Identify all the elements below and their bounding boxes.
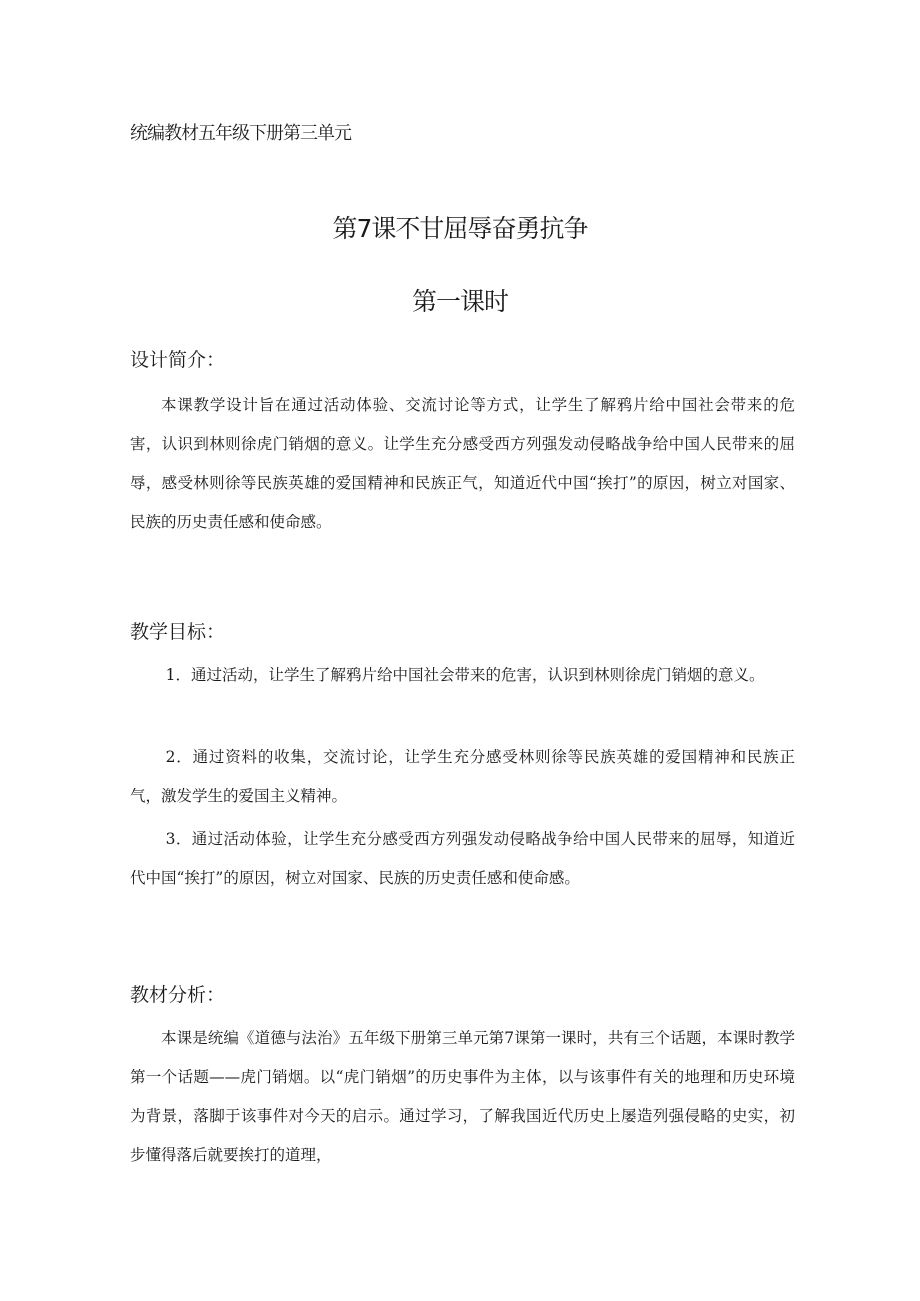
teaching-goal-item-2: 2．通过资料的收集，交流讨论，让学生充分感受林则徐等民族英雄的爱国精神和民族正气，激发学生的爱国主义精神。 <box>130 748 795 805</box>
lesson-title: 第7课不甘屈辱奋勇抗争 <box>332 214 588 243</box>
teaching-goals-heading: 教学目标： <box>130 621 226 643</box>
teaching-goal-item-1: 1．通过活动，让学生了解鸦片给中国社会带来的危害，认识到林则徐虎门销烟的意义。 <box>165 666 765 684</box>
unit-header: 统编教材五年级下册第三单元 <box>130 123 351 144</box>
design-intro-paragraph: 本课教学设计旨在通过活动体验、交流讨论等方式，让学生了解鸦片给中国社会带来的危害，认识到林则徐虎门销烟的意义。让学生充分感受西方列强发动侵略战争给中国人民带来的屈辱，感受林则徐等民族英雄的爱国精神和民族正气，知道近代中国“挨打”的原因，树立对国家、民族的历史责任感和使命感。 <box>130 396 795 531</box>
teaching-goal-item-3: 3．通过活动体验，让学生充分感受西方列强发动侵略战争给中国人民带来的屈辱，知道近代中国“挨打”的原因，树立对国家、民族的历史责任感和使命感。 <box>130 830 795 887</box>
session-title: 第一课时 <box>411 287 508 316</box>
material-analysis-paragraph: 本课是统编《道德与法治》五年级下册第三单元第7课第一课时，共有三个话题，本课时教学第一个话题——虎门销烟。以“虎门销烟”的历史事件为主体，以与该事件有关的地理和历史环境为背景，落脚于该事件对今天的启示。通过学习，了解我国近代历史上屡造列强侵略的史实，初步懂得落后就要挨打的道理， <box>130 1029 795 1164</box>
material-analysis-heading: 教材分析： <box>130 984 226 1006</box>
design-intro-heading: 设计简介： <box>130 349 226 371</box>
